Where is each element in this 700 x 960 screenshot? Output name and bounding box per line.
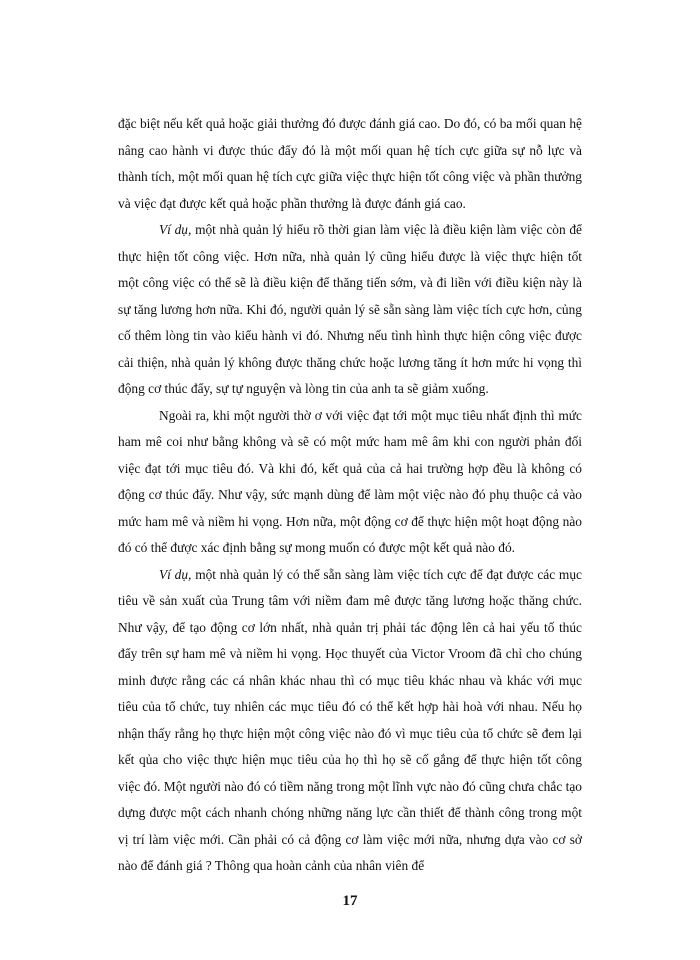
paragraph-1	[118, 111, 582, 217]
paragraph-4	[118, 562, 582, 880]
paragraph-2	[118, 217, 582, 403]
paragraph-2-text: một nhà quản lý hiểu rõ thời gian làm việc là điều kiện làm việc còn để thực hiện tốt công việc. Hơn nữa, nhà quản lý cũng hiểu được là việc thực hiện tốt một công việc có thể sẽ là điều kiện để thăng tiến sớm, và đi liền với điều kiện này là sự tăng lương hơn nữa. Khi đó, người quản lý sẽ sẵn sàng làm việc tích cực hơn, củng cố thêm lòng tin vào kiểu hành vi đó. Nhưng nếu tình hình thực hiện công việc được cải thiện, nhà quản lý không được thăng chức hoặc lương tăng ít hơn mức hi vọng thì động cơ thúc đẩy, sự tự nguyện và lòng tin của anh ta sẽ giảm xuống.	[118, 222, 582, 396]
paragraph-4-lead: Ví dụ,	[159, 566, 192, 582]
paragraph-3	[118, 403, 582, 562]
paragraph-3-text: Ngoài ra, khi một người thờ ơ với việc đạt tới một mục tiêu nhất định thì mức ham mê coi như bằng không và sẽ có một mức ham mê âm khi con người phản đối việc đạt tới mục tiêu đó. Và khi đó, kết quả của cả hai trường hợp đều là không có động cơ thúc đẩy. Như vậy, sức mạnh dùng để làm một việc nào đó phụ thuộc cả vào mức ham mê và niềm hi vọng. Hơn nữa, một động cơ để thực hiện một hoạt động nào đó có thể được xác định bằng sự mong muốn có được một kết quả nào đó.	[118, 407, 582, 555]
paragraph-4-text: một nhà quản lý có thể sẵn sàng làm việc tích cực để đạt được các mục tiêu về sản xuất của Trung tâm với niềm đam mê được tăng lương hoặc thăng chức. Như vậy, để tạo động cơ lớn nhất, nhà quản trị phải tác động lên cả hai yếu tố thúc đẩy trên sự ham mê và niềm hi vọng. Học thuyết của Victor Vroom đã chỉ cho chúng minh được rằng các cá nhân khác nhau thì có mục tiêu khác nhau và khác với mục tiêu của tổ chức, tuy nhiên các mục tiêu đó có thể kết hợp hài hoà với nhau. Nếu họ nhận thấy rằng họ thực hiện một công việc nào đó vì mục tiêu của tổ chức sẽ đem lại kết qủa cho việc thực hiện mục tiêu của họ thì họ sẽ cố gắng để thực hiện tốt công việc đó. Một người nào đó có tiềm năng trong một lĩnh vực nào đó cũng chưa chắc tạo dựng được một cách nhanh chóng những năng lực cần thiết để thành công trong một vị trí làm việc mới. Cần phải có cả động cơ làm việc mới nữa, nhưng dựa vào cơ sở nào để đánh giá ? Thông qua hoàn cảnh của nhân viên để	[118, 566, 582, 873]
paragraph-1-text: đặc biệt nếu kết quả hoặc giải thưởng đó được đánh giá cao. Do đó, có ba mối quan hệ nâng cao hành vi được thúc đẩy đó là một mối quan hệ tích cực giữa sự nỗ lực và thành tích, một mối quan hệ tích cực giữa việc thực hiện tốt công việc và phần thưởng và việc đạt được kết quả hoặc phần thưởng là được đánh giá cao.	[118, 116, 582, 211]
body-text	[118, 111, 582, 880]
paragraph-2-lead: Ví dụ,	[159, 222, 192, 237]
page-number: 17	[342, 893, 358, 909]
